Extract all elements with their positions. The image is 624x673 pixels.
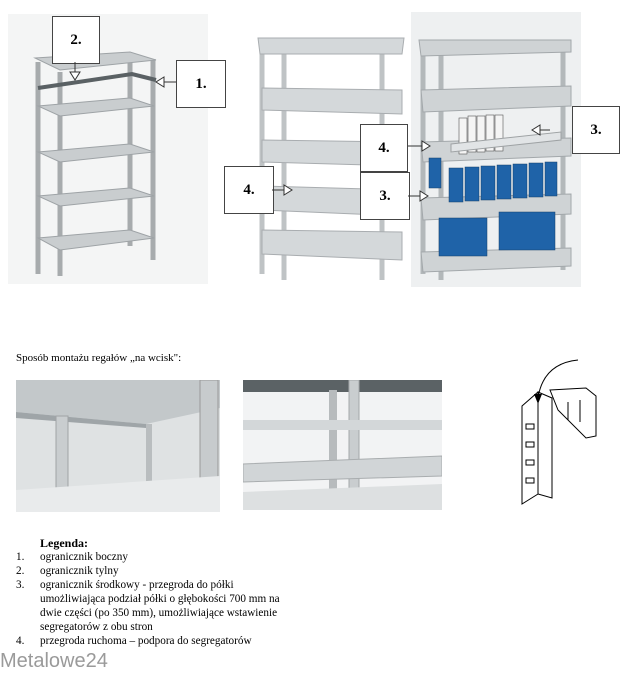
legend-item-number: 2.	[16, 565, 25, 577]
callout-arrows-right	[270, 120, 570, 220]
legend-item-text: ogranicznik tylny	[40, 565, 119, 577]
callout-2: 2.	[52, 16, 100, 64]
assembly-photo-double-shelf	[243, 380, 442, 510]
shelf-photo-side-back-stops	[8, 14, 208, 284]
callout-4-top: 4.	[360, 124, 408, 172]
press-fit-diagram	[498, 352, 602, 512]
legend-line: dwie części (po 350 mm), umożliwiające wstawienie	[40, 607, 278, 619]
assembly-heading: Sposób montażu regałów „na wcisk":	[16, 352, 182, 364]
double-shelf-closeup	[243, 380, 442, 510]
shelf-illustration	[8, 14, 208, 284]
legend-item-text: ogranicznik boczny	[40, 551, 128, 563]
legend-item-number: 4.	[16, 635, 25, 647]
legend-item	[16, 578, 346, 634]
callout-arrows	[60, 60, 190, 100]
legend-line: umożliwiająca podział półki o głębokości 700 mm na	[40, 593, 280, 605]
legend-item-number: 3.	[16, 579, 25, 591]
callout-1: 1.	[176, 60, 226, 108]
legend-line: ogranicznik środkowy - przegroda do półki	[40, 579, 234, 591]
callout-4-left: 4.	[224, 166, 274, 214]
assembly-photo-corner	[16, 380, 220, 512]
callout-3-bottom: 3.	[360, 172, 410, 220]
legend-item-number: 1.	[16, 551, 25, 563]
watermark: Metalowe24	[0, 650, 108, 672]
assembly-diagram	[498, 352, 602, 512]
corner-closeup	[16, 380, 220, 512]
legend-item	[16, 564, 346, 578]
legend-title: Legenda:	[40, 536, 88, 550]
callout-3-top: 3.	[572, 106, 620, 154]
legend-item-text	[40, 578, 346, 634]
legend-item	[16, 634, 346, 648]
legend-item	[16, 550, 346, 564]
legend-list	[16, 550, 346, 648]
legend-item-text: przegroda ruchoma – podpora do segregatorów	[40, 635, 252, 647]
legend-line: segregatorów z obu stron	[40, 621, 153, 633]
